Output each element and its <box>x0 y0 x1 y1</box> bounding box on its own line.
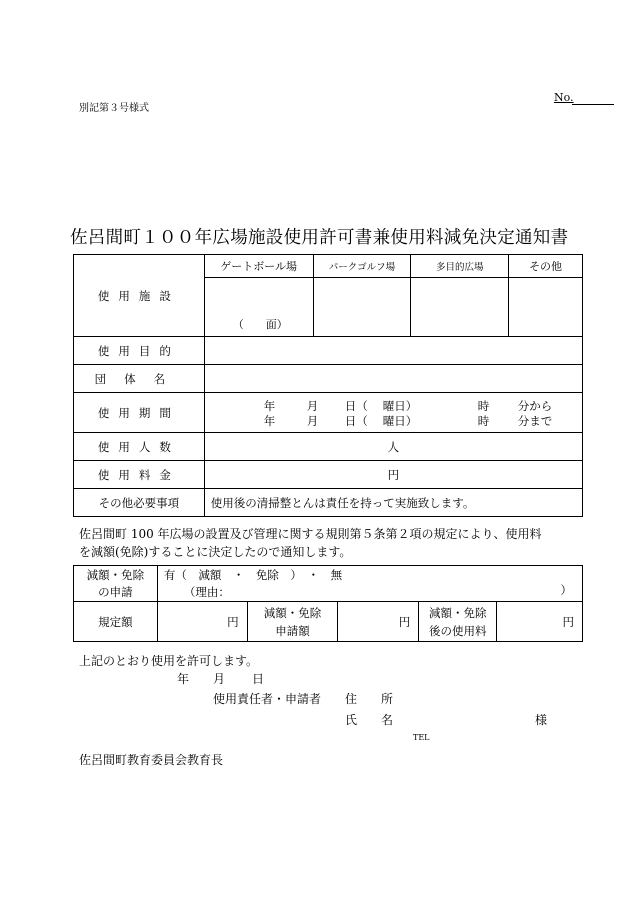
parkgolf-cell[interactable] <box>313 278 411 337</box>
people-label: 使用人数 <box>74 433 205 461</box>
reduction-amount-label: 減額・免除 申請額 <box>247 602 338 642</box>
application-label: 減額・免除 の申請 <box>74 566 158 602</box>
after-fee-field[interactable]: 円 <box>497 602 583 642</box>
group-label: 団体名 <box>74 365 205 393</box>
court-count-note: （ 面） <box>232 318 288 331</box>
facility-other: その他 <box>509 255 583 278</box>
people-field[interactable] <box>204 433 582 461</box>
address-label: 住 所 <box>345 692 394 706</box>
notice-line-2: を減額(免除)することに決定したので通知します。 <box>79 545 352 559</box>
name-label: 氏 名 <box>345 713 394 727</box>
reason-close: ） <box>560 583 572 597</box>
fee-field[interactable] <box>204 461 582 489</box>
applicant-label: 使用責任者・申請者 <box>213 692 322 706</box>
multipurpose-cell[interactable] <box>411 278 509 337</box>
tel-label: TEL <box>413 733 430 742</box>
other-requirements-label: その他必要事項 <box>74 489 205 517</box>
number-label: No. <box>554 91 574 104</box>
gateball-cell[interactable] <box>204 278 313 337</box>
after-fee-label: 減額・免除 後の使用料 <box>419 602 497 642</box>
purpose-field[interactable] <box>204 337 582 365</box>
number-field-line <box>572 104 614 105</box>
period-to: 年 月 日（ 曜日） 時 分まで <box>263 413 553 428</box>
purpose-label: 使用目的 <box>74 337 205 365</box>
standard-amount-field[interactable]: 円 <box>157 602 247 642</box>
period-label: 使用期間 <box>74 393 205 433</box>
date-year: 年 <box>177 672 190 686</box>
people-unit: 人 <box>387 439 400 454</box>
other-cell[interactable] <box>509 278 583 337</box>
approval-text: 上記のとおり使用を許可します。 <box>79 654 259 668</box>
document-title: 佐呂間町１００年広場施設使用許可書兼使用料減免決定通知書 <box>70 228 569 248</box>
period-field[interactable] <box>204 393 582 433</box>
issuer: 佐呂間町教育委員会教育長 <box>79 753 224 767</box>
application-field[interactable] <box>157 566 582 602</box>
notice-line-1: 佐呂間町 100 年広場の設置及び管理に関する規則第５条第２項の規定により、使用料 <box>79 527 542 541</box>
fee-label: 使用料金 <box>74 461 205 489</box>
facility-gateball: ゲートボール場 <box>204 255 313 278</box>
facility-parkgolf: パークゴルフ場 <box>313 255 411 278</box>
reduction-table <box>73 565 583 642</box>
reason-label: （理由： <box>183 584 230 599</box>
form-id: 別記第３号様式 <box>79 103 149 114</box>
date-day: 日 <box>252 672 265 686</box>
other-requirements-text: 使用後の清掃整とんは責任を持って実施致します。 <box>204 489 582 517</box>
reduction-amount-field[interactable]: 円 <box>338 602 419 642</box>
application-options: 有（ 減額 ・ 免除 ） ・ 無 <box>163 567 343 582</box>
usage-table <box>73 254 583 517</box>
honorific: 様 <box>535 713 548 727</box>
facility-label: 使用施設 <box>74 255 205 337</box>
group-field[interactable] <box>204 365 582 393</box>
standard-amount-label: 規定額 <box>74 602 158 642</box>
period-from: 年 月 日（ 曜日） 時 分から <box>263 398 553 413</box>
fee-unit: 円 <box>387 467 400 482</box>
facility-multipurpose: 多目的広場 <box>411 255 509 278</box>
date-month: 月 <box>213 672 226 686</box>
